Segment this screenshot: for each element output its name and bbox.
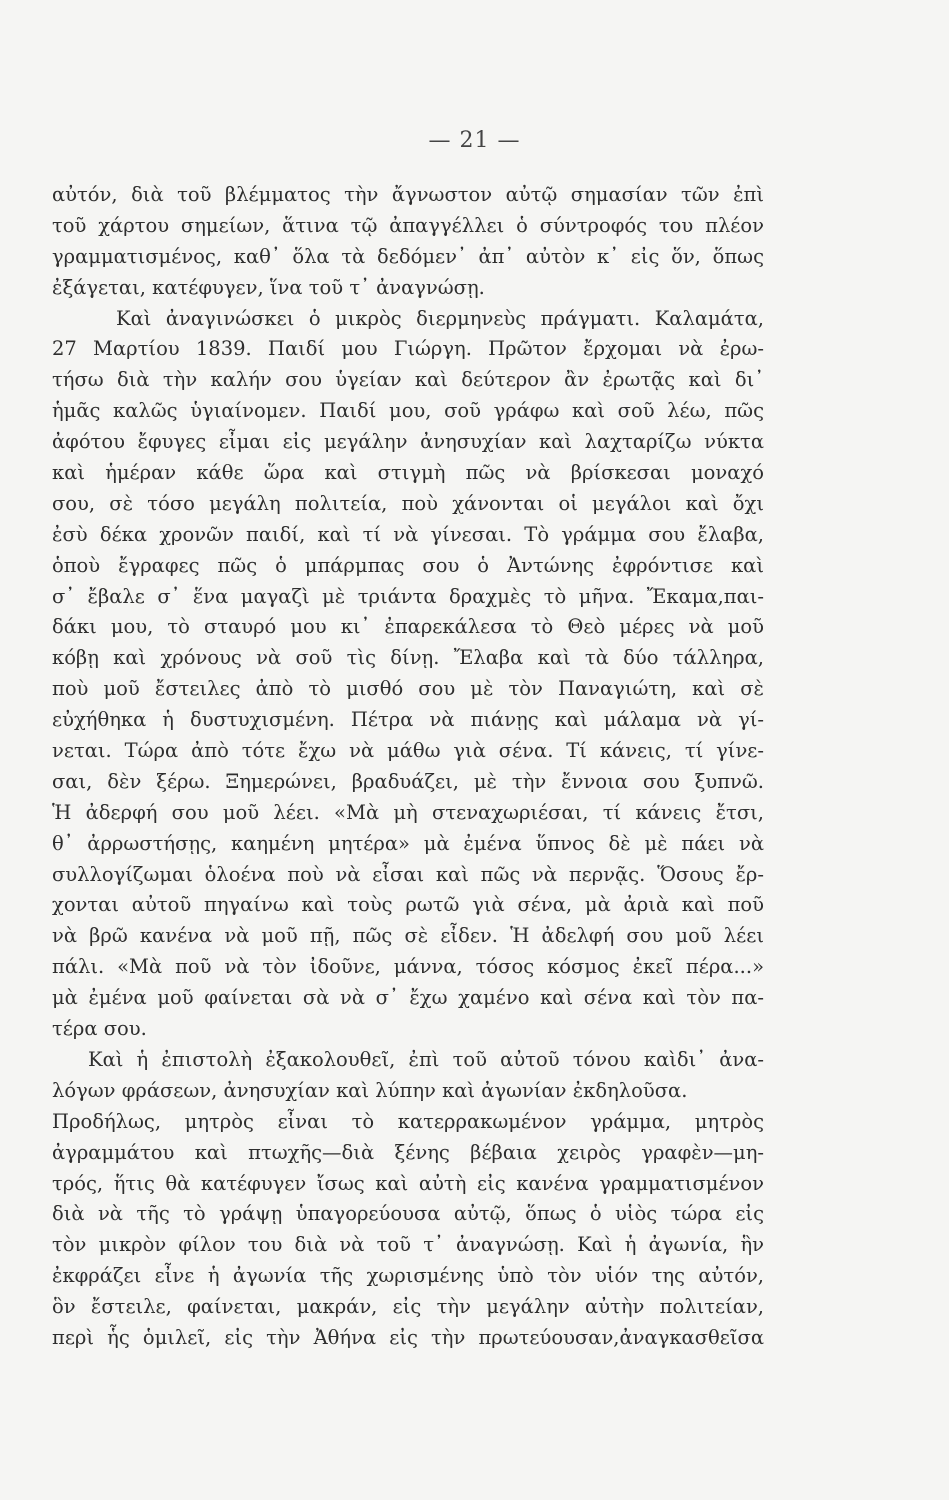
text-line: πάλι. «Μὰ ποῦ νὰ τὸν ἰδοῦνε, μάννα, τόσος κόσμος ἐκεῖ πέρα...» [52, 955, 764, 979]
text-line: τρός, ἥτις θὰ κατέφυγεν ἴσως καὶ αὐτὴ εἰς κανένα γραμματισμένον [52, 1171, 764, 1195]
text-line: τήσω διὰ τὴν καλήν σου ὑγείαν καὶ δεύτερον ἂν ἐρωτᾷς καὶ δι᾽ [52, 368, 764, 392]
text-line: θ᾽ ἀρρωστήσῃς, καημένη μητέρα» μὰ ἐμένα ὕπνος δὲ μὲ πάει νὰ [52, 831, 764, 855]
text-line: διὰ νὰ τῆς τὸ γράψῃ ὑπαγορεύουσα αὐτῷ, ὅπως ὁ υἱὸς τώρα εἰς [52, 1202, 764, 1226]
text-line: ἀγραμμάτου καὶ πτωχῆς—διὰ ξένης βέβαια χειρὸς γραφὲν—μη- [52, 1140, 764, 1164]
text-line: τοῦ χάρτου σημείων, ἅτινα τῷ ἀπαγγέλλει ὁ σύντροφός του πλέον [52, 213, 764, 237]
text-line: Καὶ ἀναγινώσκει ὁ μικρὸς διερμηνεὺς πράγματι. Καλαμάτα, [116, 306, 764, 330]
text-line: αὐτόν, διὰ τοῦ βλέμματος τὴν ἄγνωστον αὐτῷ σημασίαν τῶν ἐπὶ [52, 183, 764, 206]
text-line: τέρα σου. [52, 1017, 147, 1041]
text-line: κόβῃ καὶ χρόνους νὰ σοῦ τὶς δίνῃ. Ἔλαβα καὶ τὰ δύο τάλληρα, [52, 646, 764, 670]
text-line: τὸν μικρὸν φίλον του διὰ νὰ τοῦ τ᾽ ἀναγνώσῃ. Καὶ ἡ ἀγωνία, ἣν [52, 1233, 764, 1257]
text-line: ἀφότου ἔφυγες εἶμαι εἰς μεγάλην ἀνησυχίαν καὶ λαχταρίζω νύκτα [52, 430, 764, 454]
text-line: ἡμᾶς καλῶς ὑγιαίνομεν. Παιδί μου, σοῦ γράφω καὶ σοῦ λέω, πῶς [52, 399, 764, 423]
text-line: ποὺ μοῦ ἔστειλες ἀπὸ τὸ μισθό σου μὲ τὸν Παναγιώτη, καὶ σὲ [52, 677, 764, 701]
text-line: σαι, δὲν ξέρω. Ξημερώνει, βραδυάζει, μὲ τὴν ἔννοια σου ξυπνῶ. [52, 769, 764, 793]
body-text [52, 180, 764, 1354]
text-line: Προδήλως, μητρὸς εἶναι τὸ κατερρακωμένον γράμμα, μητρὸς [52, 1109, 764, 1133]
text-line: σ᾽ ἔβαλε σ᾽ ἕνα μαγαζὶ μὲ τριάντα δραχμὲς τὸ μῆνα. Ἔκαμα,παι- [52, 584, 764, 608]
text-line: περὶ ἧς ὁμιλεῖ, εἰς τὴν Ἀθήνα εἰς τὴν πρωτεύουσαν,ἀναγκασθεῖσα [52, 1325, 764, 1349]
text-line: γραμματισμένος, καθ᾽ ὅλα τὰ δεδόμεν᾽ ἀπ᾽ αὐτὸν κ᾽ εἰς ὅν, ὅπως [52, 244, 764, 268]
page-number: — 21 — [428, 128, 521, 153]
text-line: δάκι μου, τὸ σταυρό μου κι᾽ ἐπαρεκάλεσα τὸ Θεὸ μέρες νὰ μοῦ [52, 615, 764, 639]
text-line: μὰ ἐμένα μοῦ φαίνεται σὰ νὰ σ᾽ ἔχω χαμένο καὶ σένα καὶ τὸν πα- [52, 986, 764, 1010]
text-line: ὁποὺ ἔγραφες πῶς ὁ μπάρμπας σου ὁ Ἀντώνης ἐφρόντισε καὶ [52, 553, 764, 577]
text-line: Καὶ ἡ ἐπιστολὴ ἐξακολουθεῖ, ἐπὶ τοῦ αὐτοῦ τόνου καὶδι᾽ ἀνα- [88, 1047, 764, 1071]
text-line: καὶ ἡμέραν κάθε ὥρα καὶ στιγμὴ πῶς νὰ βρίσκεσαι μοναχό [52, 461, 764, 485]
text-line: σου, σὲ τόσο μεγάλη πολιτεία, ποὺ χάνονται οἱ μεγάλοι καὶ ὄχι [52, 491, 764, 515]
text-line: ὃν ἔστειλε, φαίνεται, μακράν, εἰς τὴν μεγάλην αὐτὴν πολιτείαν, [52, 1295, 764, 1319]
text-line: λόγων φράσεων, ἀνησυχίαν καὶ λύπην καὶ ἀγωνίαν ἐκδηλοῦσα. [52, 1078, 688, 1102]
text-line: νὰ βρῶ κανένα νὰ μοῦ πῇ, πῶς σὲ εἶδεν. Ἡ ἀδελφή σου μοῦ λέει [52, 924, 764, 948]
text-line: νεται. Τώρα ἀπὸ τότε ἔχω νὰ μάθω γιὰ σένα. Τί κάνεις, τί γίνε- [52, 739, 764, 763]
text-line: συλλογίζωμαι ὁλοένα ποὺ νὰ εἶσαι καὶ πῶς νὰ περνᾷς. Ὅσους ἔρ- [52, 862, 764, 886]
text-line: Ἡ ἀδερφή σου μοῦ λέει. «Μὰ μὴ στεναχωριέσαι, τί κάνεις ἔτσι, [52, 800, 764, 824]
text-line: ἐσὺ δέκα χρονῶν παιδί, καὶ τί νὰ γίνεσαι. Τὸ γράμμα σου ἔλαβα, [52, 522, 764, 546]
text-line: ἐκφράζει εἶνε ἡ ἀγωνία τῆς χωρισμένης ὑπὸ τὸν υἱόν της αὐτόν, [52, 1264, 764, 1288]
text-line: χονται αὐτοῦ πηγαίνω καὶ τοὺς ρωτῶ γιὰ σένα, μὰ ἀριὰ καὶ ποῦ [52, 893, 764, 917]
text-line: ἐξάγεται, κατέφυγεν, ἵνα τοῦ τ᾽ ἀναγνώσῃ. [52, 275, 485, 299]
text-line: εὐχήθηκα ἡ δυστυχισμένη. Πέτρα νὰ πιάνῃς καὶ μάλαμα νὰ γί- [52, 708, 764, 732]
text-line: 27 Μαρτίου 1839. Παιδί μου Γιώργη. Πρῶτον ἔρχομαι νὰ ἐρω- [52, 337, 764, 361]
